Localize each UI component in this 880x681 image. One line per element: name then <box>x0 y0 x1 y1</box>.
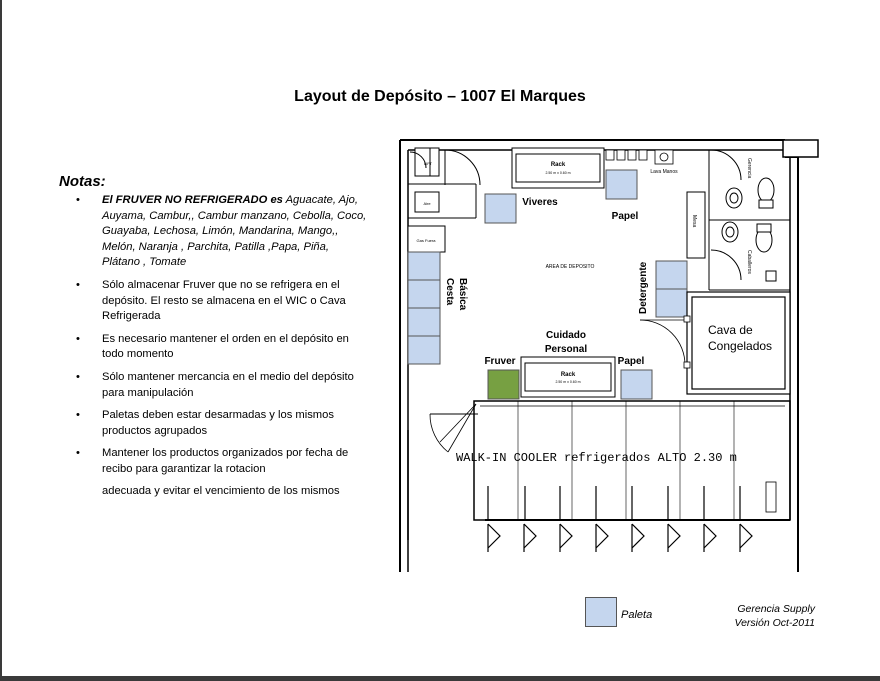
cesta-label: Cesta <box>444 278 455 306</box>
rack-top-dimension: 2.50 m x 0.60 m <box>545 171 571 175</box>
rack-top <box>512 148 604 188</box>
note-text: Sólo mantener mercancia en el medio del depósito para manipulación <box>102 370 354 399</box>
footer-line2: Versión Oct-2011 <box>734 617 815 629</box>
column-block <box>783 140 818 157</box>
bathrooms <box>687 150 790 290</box>
paleta-fruver <box>488 370 519 399</box>
note-text: Aguacate, Ajo, Auyama, Cambur,, Cambur manzano, Cebolla, Coco, Guayaba, Lechosa, Limón, Mandarina, Mango,, Melón, Naranja , Parchita, Patilla ,Papa, Piña, Plátano , Tomate <box>102 194 367 269</box>
gerencia-label: Gerencia <box>746 158 752 179</box>
paleta-cesta-4 <box>408 336 440 364</box>
legend-paleta-swatch <box>585 597 617 627</box>
note-item <box>70 193 370 271</box>
left-rooms <box>408 148 480 252</box>
electrical-boxes <box>606 150 673 164</box>
paleta-detergente-2 <box>656 289 687 317</box>
paleta-cesta-1 <box>408 252 440 280</box>
note-item <box>70 446 370 499</box>
papel-top-label: Papel <box>611 211 639 222</box>
paleta-papel-bottom <box>621 370 652 399</box>
footer <box>700 602 815 630</box>
cuidado-label: Cuidado <box>546 330 586 341</box>
paleta-cesta-3 <box>408 308 440 336</box>
note-text: Es necesario mantener el orden en el depósito en todo momento <box>102 332 349 361</box>
note-strong-text: El FRUVER NO REFRIGERADO es <box>102 194 283 206</box>
personal-label: Personal <box>544 344 588 355</box>
bullet-icon: • <box>76 332 80 345</box>
area-deposito-label: AREA DE DEPOSITO <box>545 264 595 270</box>
cava-label-line1: Cava de <box>708 323 753 337</box>
note-text-continued: adecuada y evitar el vencimiento de los mismos <box>102 484 340 497</box>
paleta-viveres <box>485 194 516 223</box>
fruver-label: Fruver <box>484 356 516 367</box>
bullet-icon: • <box>76 409 80 422</box>
note-item <box>70 370 370 401</box>
cava-label-line2: Congelados <box>708 339 773 353</box>
rack-bottom-label: Rack <box>560 372 576 378</box>
cooler-shelving <box>485 486 790 552</box>
paleta-papel-top <box>606 170 637 199</box>
bullet-icon: • <box>76 194 80 206</box>
lift-label: LIFT <box>423 161 433 166</box>
gas-label: Gas Fuera <box>416 238 436 243</box>
page-title: Layout de Depósito – 1007 El Marques <box>294 88 586 105</box>
caballeros-label: Caballeros <box>746 250 752 274</box>
note-item <box>70 332 370 363</box>
bullet-icon: • <box>76 278 80 291</box>
bullet-icon: • <box>76 447 80 460</box>
papel-bottom-label: Papel <box>617 356 645 367</box>
note-text: Paletas deben estar desarmadas y los mismos productos agrupados <box>102 409 334 437</box>
bullet-icon: • <box>76 370 80 383</box>
walk-in-label: WALK-IN COOLER refrigerados ALTO 2.30 m <box>456 451 737 465</box>
note-text: Sólo almacenar Fruver que no se refrigera en el depósito. El resto se almacena en el WIC o Cava Refrigerada <box>102 278 346 323</box>
legend-paleta-label: Paleta <box>621 609 653 621</box>
notes-heading: Notas: <box>59 173 106 190</box>
floor-plan <box>380 130 830 580</box>
page-frame-bottom <box>0 676 880 681</box>
notes-list <box>70 193 370 506</box>
note-text: Mantener los productos organizados por fecha de recibo para garantizar la rotacion <box>102 447 349 475</box>
lava-manos-label: Lava Manos <box>650 169 678 175</box>
rack-bottom-dimension: 2.50 m x 0.60 m <box>555 380 581 384</box>
viveres-label: Viveres <box>522 197 558 208</box>
paleta-detergente-1 <box>656 261 687 289</box>
note-item <box>70 408 370 439</box>
mesa-label: Mesa <box>691 215 697 228</box>
footer-line1: Gerencia Supply <box>737 603 815 615</box>
rack-top-label: Rack <box>550 162 566 168</box>
aire-label: Aire <box>423 201 431 206</box>
detergente-label: Detergente <box>638 261 649 314</box>
basica-label: Básica <box>457 278 468 311</box>
note-item <box>70 278 370 325</box>
paleta-cesta-2 <box>408 280 440 308</box>
